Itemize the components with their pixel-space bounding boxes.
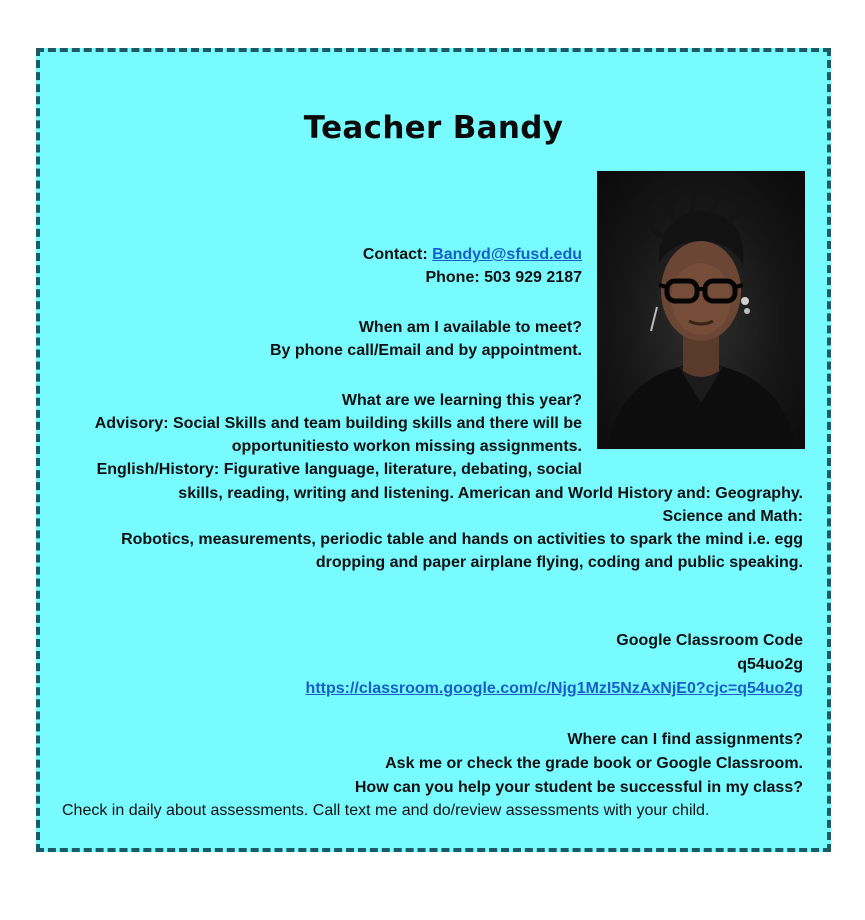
classroom-link[interactable]: https://classroom.google.com/c/Njg1MzI5NzAxNjE0?cjc=q54uo2g bbox=[305, 680, 803, 697]
email-link[interactable]: Bandyd@sfusd.edu bbox=[432, 246, 582, 263]
advisory-line-2: opportunitiesto workon missing assignments. bbox=[231, 438, 582, 455]
english-line-2: skills, reading, writing and listening. American and World History and: Geography. bbox=[178, 485, 803, 502]
contact-line bbox=[363, 243, 582, 266]
science-line-1: Robotics, measurements, periodic table and hands on activities to spark the mind i.e. egg bbox=[121, 531, 803, 548]
help-answer: Check in daily about assessments. Call text me and do/review assessments with your child. bbox=[62, 802, 710, 819]
availability-answer: By phone call/Email and by appointment. bbox=[269, 342, 582, 359]
contact-label: Contact: bbox=[362, 246, 433, 263]
availability-question: When am I available to meet? bbox=[358, 319, 582, 336]
learning-question: What are we learning this year? bbox=[341, 392, 582, 409]
help-question: How can you help your student be successful in my class? bbox=[354, 779, 803, 796]
classroom-heading: Google Classroom Code bbox=[616, 632, 803, 649]
assignments-question: Where can I find assignments? bbox=[567, 731, 803, 748]
science-line-2: dropping and paper airplane flying, coding and public speaking. bbox=[315, 554, 803, 571]
classroom-code: q54uo2g bbox=[737, 656, 803, 673]
teacher-photo bbox=[597, 171, 805, 449]
page-title: Teacher Bandy bbox=[303, 110, 564, 146]
advisory-line-1: Advisory: Social Skills and team building skills and there will be bbox=[94, 415, 582, 432]
teacher-info-card bbox=[36, 48, 831, 852]
classroom-url-line bbox=[306, 677, 803, 700]
english-line-1: English/History: Figurative language, literature, debating, social bbox=[96, 461, 582, 478]
portrait-image bbox=[597, 171, 805, 449]
assignments-answer: Ask me or check the grade book or Google Classroom. bbox=[385, 755, 803, 772]
science-heading: Science and Math: bbox=[662, 508, 803, 525]
phone-text: Phone: 503 929 2187 bbox=[425, 269, 582, 286]
